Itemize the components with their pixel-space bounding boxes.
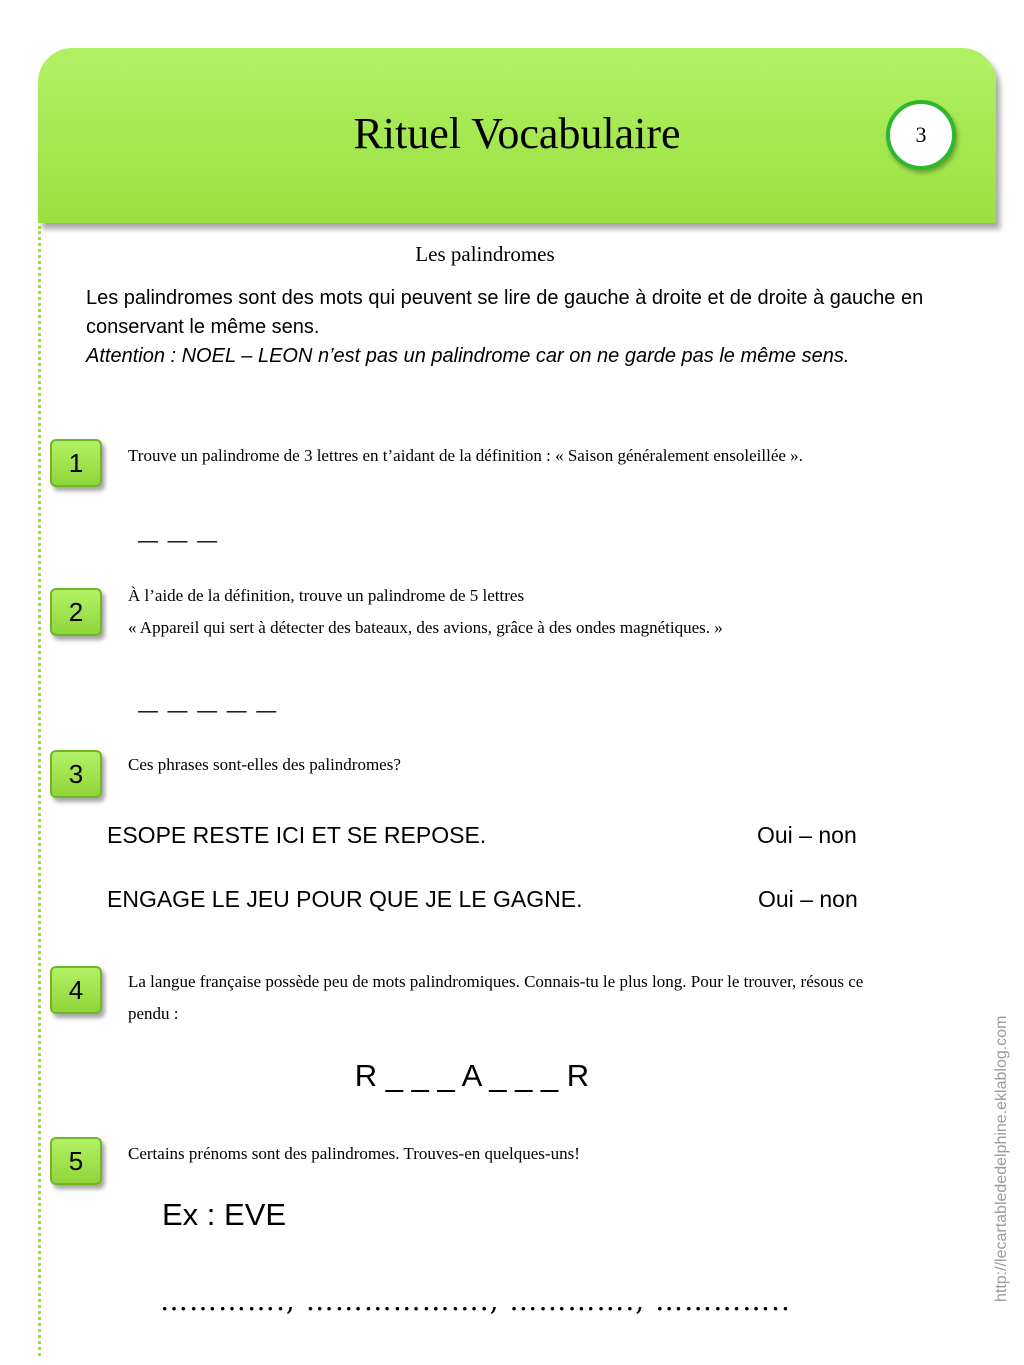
page-title: Rituel Vocabulaire <box>353 109 681 158</box>
sentence-1-answer: Oui – non <box>757 822 857 848</box>
sentence-2: ENGAGE LE JEU POUR QUE JE LE GAGNE. <box>107 886 583 912</box>
intro-paragraph <box>86 284 986 371</box>
exercise-1-text: Trouve un palindrome de 3 lettres en t’aidant de la définition : « Saison généralement ensoleillée ». <box>128 446 803 465</box>
page-number-badge: 3 <box>886 100 956 170</box>
header-banner <box>38 48 996 223</box>
section-subtitle: Les palindromes <box>415 242 555 266</box>
exercise-5-answer-lines: …………., ………………., …………., ………….. <box>160 1284 791 1317</box>
exercise-number-3: 3 <box>50 750 102 798</box>
left-dotted-border <box>38 226 41 1356</box>
exercise-3-text: Ces phrases sont-elles des palindromes? <box>128 755 401 774</box>
intro-note: Attention : NOEL – LEON n’est pas un palindrome car on ne garde pas le même sens. <box>86 345 850 367</box>
exercise-number-4: 4 <box>50 966 102 1014</box>
exercise-2-line2: « Appareil qui sert à détecter des bateaux, des avions, grâce à des ondes magnétiques. » <box>128 618 723 637</box>
exercise-5-example: Ex : EVE <box>162 1197 287 1232</box>
exercise-number-2: 2 <box>50 588 102 636</box>
exercise-2-text <box>128 580 888 644</box>
exercise-number-1: 1 <box>50 439 102 487</box>
exercise-1-blank: — — — <box>138 530 220 552</box>
exercise-number-5: 5 <box>50 1137 102 1185</box>
exercise-5-text: Certains prénoms sont des palindromes. Trouves-en quelques-uns! <box>128 1144 580 1163</box>
sentence-2-answer: Oui – non <box>758 886 858 912</box>
intro-definition: Les palindromes sont des mots qui peuvent se lire de gauche à droite et de droite à gauche en conservant le même sens. <box>86 287 924 338</box>
exercise-2-line1: À l’aide de la définition, trouve un palindrome de 5 lettres <box>128 586 525 605</box>
exercise-4-text: La langue française possède peu de mots palindromiques. Connais-tu le plus long. Pour le trouver, résous ce pendu : <box>128 972 864 1023</box>
hangman-puzzle: R _ _ _ A _ _ _ R <box>354 1058 590 1093</box>
exercise-2-blank: — — — — — <box>138 700 279 722</box>
sentence-1: ESOPE RESTE ICI ET SE REPOSE. <box>107 822 487 848</box>
side-url: http://lecartablededelphine.eklablog.com <box>993 1015 1010 1302</box>
